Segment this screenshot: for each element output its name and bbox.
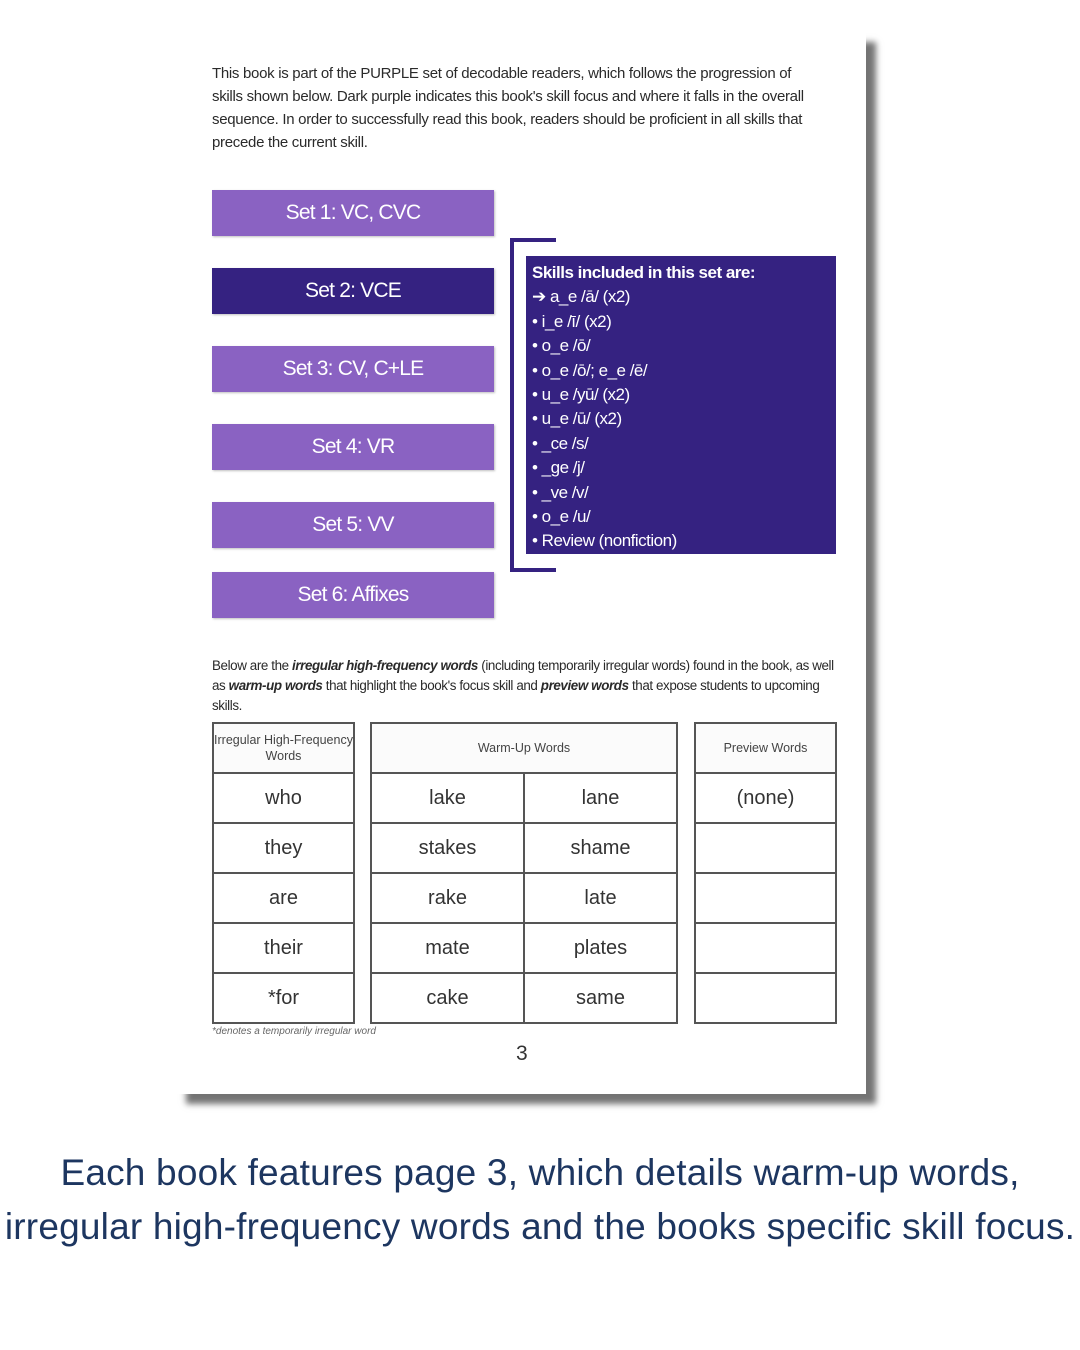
skill-item: • o_e /ō/; e_e /ē/	[532, 360, 648, 380]
skill-item: • _ve /v/	[532, 482, 589, 502]
words-intro-text: (including temporarily irregular words) found in the book, as well as	[212, 658, 834, 693]
set-4-box: Set 4: VR	[212, 424, 494, 470]
words-intro-emphasis: irregular high-frequency words	[292, 658, 478, 673]
page-number: 3	[516, 1042, 528, 1065]
skill-item: • _ce /s/	[532, 433, 589, 453]
warmup-word: shame	[524, 823, 677, 873]
warmup-word: same	[524, 973, 677, 1023]
irregular-word: their	[213, 923, 354, 973]
set-1-box: Set 1: VC, CVC	[212, 190, 494, 236]
skill-item: • o_e /u/	[532, 507, 591, 527]
skill-item: ➔ a_e /ā/ (x2)	[532, 287, 630, 307]
warmup-words-header: Warm-Up Words	[371, 723, 677, 773]
footnote: *denotes a temporarily irregular word	[212, 1026, 376, 1037]
warmup-word: lake	[371, 773, 524, 823]
preview-word	[695, 873, 836, 923]
words-intro-text: that highlight the book's focus skill and	[322, 678, 541, 693]
caption: Each book features page 3, which details warm-up words, irregular high-frequency words and the books specific skill focus.	[4, 1152, 1076, 1247]
words-intro-paragraph	[212, 656, 842, 716]
irregular-word: who	[213, 773, 354, 823]
preview-words-table	[694, 722, 837, 1024]
skill-item: • _ge /j/	[532, 458, 585, 478]
skill-item: • i_e /ī/ (x2)	[532, 311, 612, 331]
skill-item: • Review (nonfiction)	[532, 531, 677, 551]
skills-box	[526, 256, 836, 554]
words-intro-text: that expose students to upcoming skills.	[212, 678, 820, 713]
preview-word	[695, 973, 836, 1023]
warmup-word: stakes	[371, 823, 524, 873]
irregular-word: *for	[213, 973, 354, 1023]
preview-word	[695, 923, 836, 973]
skills-heading: Skills included in this set are:	[532, 263, 756, 282]
warmup-word: mate	[371, 923, 524, 973]
preview-words-header: Preview Words	[695, 723, 836, 773]
set-5-box: Set 5: VV	[212, 502, 494, 548]
warmup-word: plates	[524, 923, 677, 973]
irregular-word: are	[213, 873, 354, 923]
intro-paragraph: This book is part of the PURPLE set of decodable readers, which follows the progression of skills shown below. Dark purple indicates this book's skill focus and where it falls in the overall sequence. In order to successfully read this book, readers should be proficient in all skills that precede the current skill.	[212, 65, 804, 151]
skill-item: • u_e /ū/ (x2)	[532, 409, 622, 429]
warmup-word: lane	[524, 773, 677, 823]
warmup-words-table	[370, 722, 678, 1024]
words-intro-emphasis: warm-up words	[228, 678, 323, 693]
words-intro-text: Below are the	[212, 658, 293, 673]
set-2-box-current: Set 2: VCE	[212, 268, 494, 314]
warmup-word: late	[524, 873, 677, 923]
preview-word: (none)	[695, 773, 836, 823]
irregular-word: they	[213, 823, 354, 873]
warmup-word: rake	[371, 873, 524, 923]
set-6-box: Set 6: Affixes	[212, 572, 494, 618]
irregular-words-table	[212, 722, 355, 1024]
warmup-word: cake	[371, 973, 524, 1023]
skill-item: • o_e /ō/	[532, 336, 591, 356]
irregular-words-header: Irregular High-Frequency Words	[213, 723, 354, 773]
book-page	[176, 32, 866, 1094]
set-3-box: Set 3: CV, C+LE	[212, 346, 494, 392]
preview-word	[695, 823, 836, 873]
words-intro-emphasis: preview words	[540, 678, 629, 693]
skill-item: • u_e /yū/ (x2)	[532, 385, 630, 405]
